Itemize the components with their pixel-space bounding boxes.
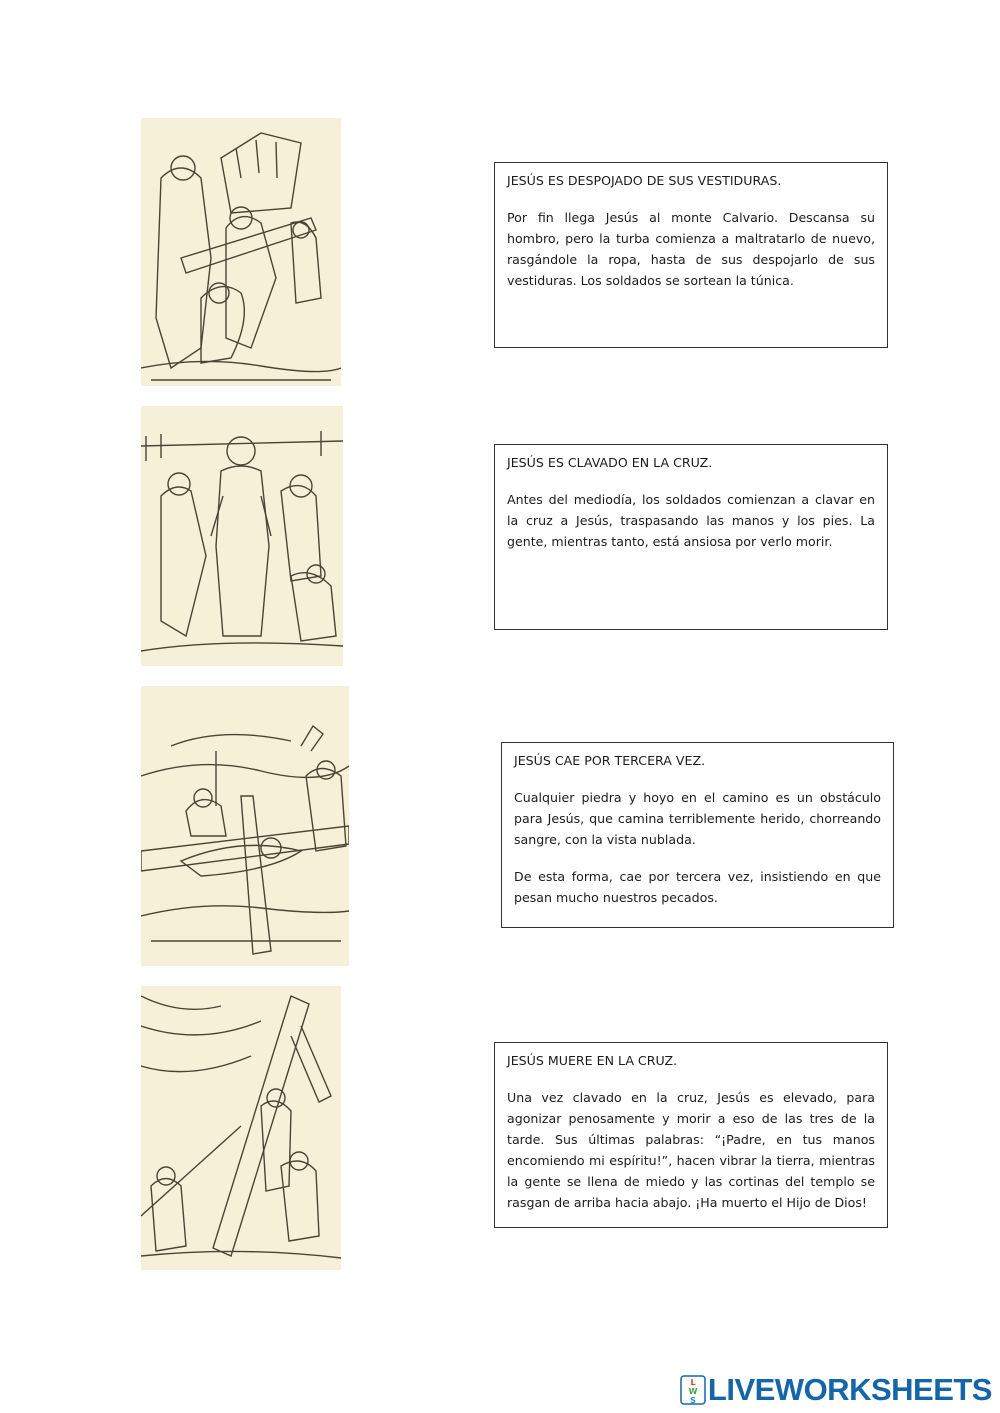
- station-1-illustration: [141, 118, 341, 386]
- station-4-card: [494, 1042, 888, 1228]
- station-3-text-1: Cualquier piedra y hoyo en el camino es un obstáculo para Jesús, que camina terriblemente herido, chorreando sangre, con la vista nublada.: [514, 790, 881, 847]
- station-4-title: JESÚS MUERE EN LA CRUZ.: [507, 1053, 678, 1068]
- station-2-illustration: [141, 406, 343, 666]
- station-2-text: Antes del mediodía, los soldados comienzan a clavar en la cruz a Jesús, traspasando las manos y los pies. La gente, mientras tanto, está ansiosa por verlo morir.: [507, 492, 875, 549]
- station-2-title: JESÚS ES CLAVADO EN LA CRUZ.: [507, 455, 713, 470]
- station-4-text: Una vez clavado en la cruz, Jesús es elevado, para agonizar penosamente y morir a eso de las tres de la tarde. Sus últimas palabras: “¡Padre, en tus manos encomiendo mi espíritu!”, hacen vibrar la tierra, mientras la gente se llena de miedo y las cortinas del templo se rasgan de arriba hacia abajo. ¡Ha muerto el Hijo de Dios!: [507, 1090, 875, 1210]
- station-2-card: [494, 444, 888, 630]
- station-3-card: [501, 742, 894, 928]
- station-1-title: JESÚS ES DESPOJADO DE SUS VESTIDURAS.: [507, 173, 782, 188]
- station-1-card: [494, 162, 888, 348]
- svg-text:L: L: [690, 1378, 696, 1387]
- liveworksheets-wordmark: LIVEWORKSHEETS: [707, 1372, 992, 1407]
- svg-text:W: W: [688, 1387, 698, 1396]
- station-3-title: JESÚS CAE POR TERCERA VEZ.: [514, 753, 706, 768]
- liveworksheets-brand[interactable]: [680, 1373, 992, 1407]
- liveworksheets-logo-icon: [680, 1375, 706, 1405]
- station-4-illustration: [141, 986, 341, 1270]
- svg-text:S: S: [690, 1396, 696, 1405]
- station-3-text-2: De esta forma, cae por tercera vez, insistiendo en que pesan mucho nuestros pecados.: [514, 869, 881, 905]
- station-1-text: Por fin llega Jesús al monte Calvario. Descansa su hombro, pero la turba comienza a maltratarlo de nuevo, rasgándole la ropa, hasta de sus despojarlo de sus vestiduras. Los soldados se sortean la túnica.: [507, 210, 875, 288]
- station-3-illustration: [141, 686, 349, 966]
